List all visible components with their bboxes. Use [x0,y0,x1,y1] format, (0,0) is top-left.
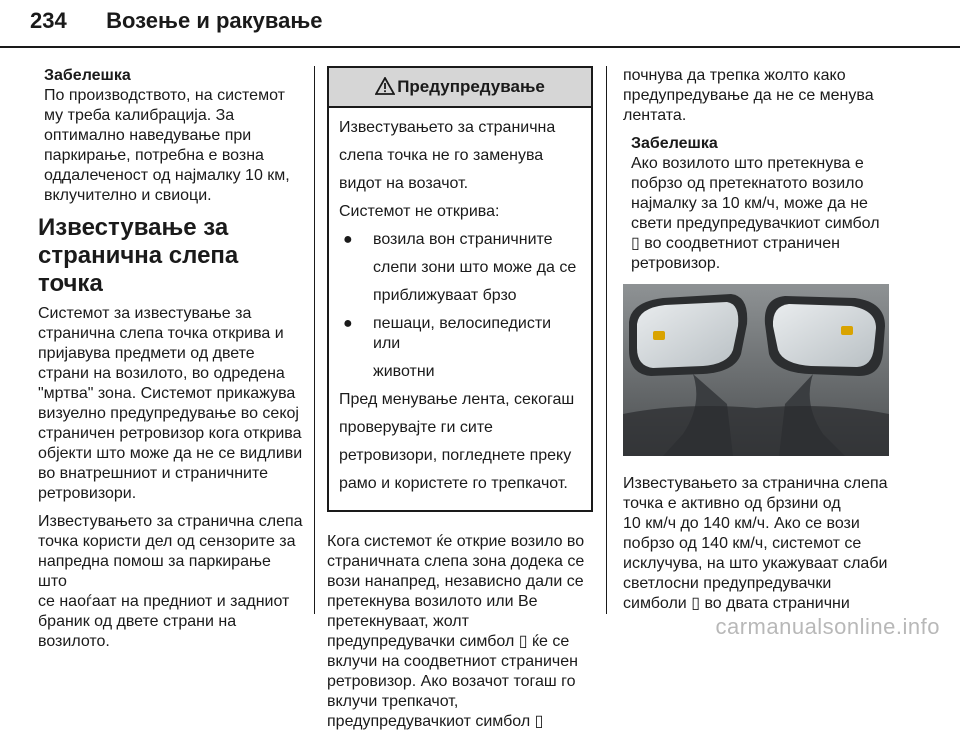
bullet-dot: ● [343,315,353,332]
text-line: светлосни предупредувачки [623,575,832,592]
text-line: симболи ▯ во двата странични [623,595,850,612]
section-heading [38,214,303,298]
text-line: побрзо од 140 км/ч, системот се [623,535,862,552]
section-title: Возење и ракување [106,8,323,33]
text-line: точка користи дел од сензорите за [38,533,296,550]
text-line: слепа точка не го заменува [339,147,544,164]
text-line: се наоѓаат на предниот и задниот [38,593,290,610]
text-line: предупредувачки симбол ▯ ќе се [327,633,570,650]
warning-triangle-icon [375,77,395,95]
text-line: оддалеченост од најмалку 10 км, [44,167,290,184]
text-line: Кога системот ќе открие возило во [327,533,585,550]
note-title: Забелешка [44,67,131,84]
note-title: Забелешка [631,135,718,152]
side-mirrors-image [623,284,889,456]
text-line: објекти што може да не се видливи [38,445,303,462]
text-line: ▯ во соодветниот страничен [631,235,840,252]
warning-body [329,108,591,510]
text-line: вклучително и свиоци. [44,187,212,204]
warning-bullet [339,314,581,382]
text-line: Известувањето за странична [339,119,556,136]
warning-paragraph [339,118,581,194]
column-right [623,66,889,614]
text-line: странична слепа точка открива и [38,325,284,342]
text-line: претекнува возилото или Ве [327,593,538,610]
text-line: пешаци, велосипедисти или [373,315,552,352]
text-line: му треба калибрација. За [44,107,235,124]
text-line: "мртва" зона. Системот прикажува [38,385,296,402]
text-line: возила вон страничните [373,231,553,248]
mirror-illustration [623,284,889,456]
column-middle [327,66,593,732]
paragraph-continued [623,66,889,126]
text-line: страни на возилото, во одредена [38,365,285,382]
note-body [623,154,889,274]
text-line: напредна помош за паркирање што [38,553,271,590]
heading-line: странична слепа точка [38,242,239,297]
warning-title: Предупредување [397,77,545,96]
text-line: почнува да трепка жолто како [623,67,846,84]
warning-header [329,68,591,108]
text-line: најмалку за 10 км/ч, може да не [631,195,868,212]
text-line: точка е активно од брзини од [623,495,841,512]
bullet-dot: ● [343,231,353,248]
text-line: визуелно предупредување во секој [38,405,299,422]
text-line: ретровизор. Ако возачот тогаш го [327,673,576,690]
text-line: животни [373,363,435,380]
warning-paragraph [339,390,581,494]
text-line: Известувањето за странична слепа [623,475,888,492]
text-line: оптимално наведување при [44,127,252,144]
watermark: carmanualsonline.info [715,614,940,639]
warning-list-intro: Системот не открива: [339,203,500,220]
text-line: 10 км/ч до 140 км/ч. Ако се вози [623,515,860,532]
text-line: возилото. [38,633,110,650]
page-number: 234 [30,8,67,33]
text-line: Пред менување лента, секогаш [339,391,575,408]
text-line: проверувајте ги сите [339,419,493,436]
text-line: браник од двете страни на [38,613,237,630]
text-line: лентата. [623,107,687,124]
text-line: ретровизори, погледнете преку [339,447,572,464]
text-line: исклучува, на што укажуваат слаби [623,555,888,572]
text-line: Системот за известување за [38,305,252,322]
text-line: вози нанапред, независно дали се [327,573,584,590]
column-left [38,66,303,652]
text-line: во внатрешниот и страничните [38,465,269,482]
text-line: побрзо од претекнатото возило [631,175,864,192]
warning-symbol-icon [653,331,665,340]
paragraph-speed-range [623,474,889,614]
text-line: претекнуваат, жолт [327,613,469,630]
text-line: паркирање, потребна е возна [44,147,264,164]
heading-line: Известување за [38,214,229,241]
paragraph-intro [38,304,303,504]
text-line: слепи зони што може да се [373,259,577,276]
text-line: пријавува предмети од двете [38,345,255,362]
text-line: страничен ретровизор кога открива [38,425,302,442]
text-line: приближуваат брзо [373,287,517,304]
warning-bullet [339,230,581,306]
note-body [38,86,303,206]
text-line: предупредување да не се менува [623,87,874,104]
text-line: свети предупредувачкиот симбол [631,215,880,232]
column-divider [314,66,315,614]
text-line: ретровизори. [38,485,137,502]
text-line: Известувањето за странична слепа [38,513,303,530]
header-rule [0,46,960,48]
text-line: По производството, на системот [44,87,285,104]
text-line: Ако возилото што претекнува е [631,155,864,172]
warning-symbol-icon [841,326,853,335]
page-header [30,8,323,34]
text-line: предупредувачкиот симбол ▯ [327,713,544,730]
paragraph-sensors [38,512,303,652]
column-divider [606,66,607,614]
text-line: рамо и користете го трепкачот. [339,475,568,492]
text-line: страничната слепа зона додека се [327,553,585,570]
warning-box [327,66,593,512]
text-line: вклучи на соодветниот страничен [327,653,578,670]
text-line: вклучи трепкачот, [327,693,459,710]
paragraph-detection [327,532,593,732]
text-line: видот на возачот. [339,175,469,192]
text-line: ретровизор. [631,255,721,272]
